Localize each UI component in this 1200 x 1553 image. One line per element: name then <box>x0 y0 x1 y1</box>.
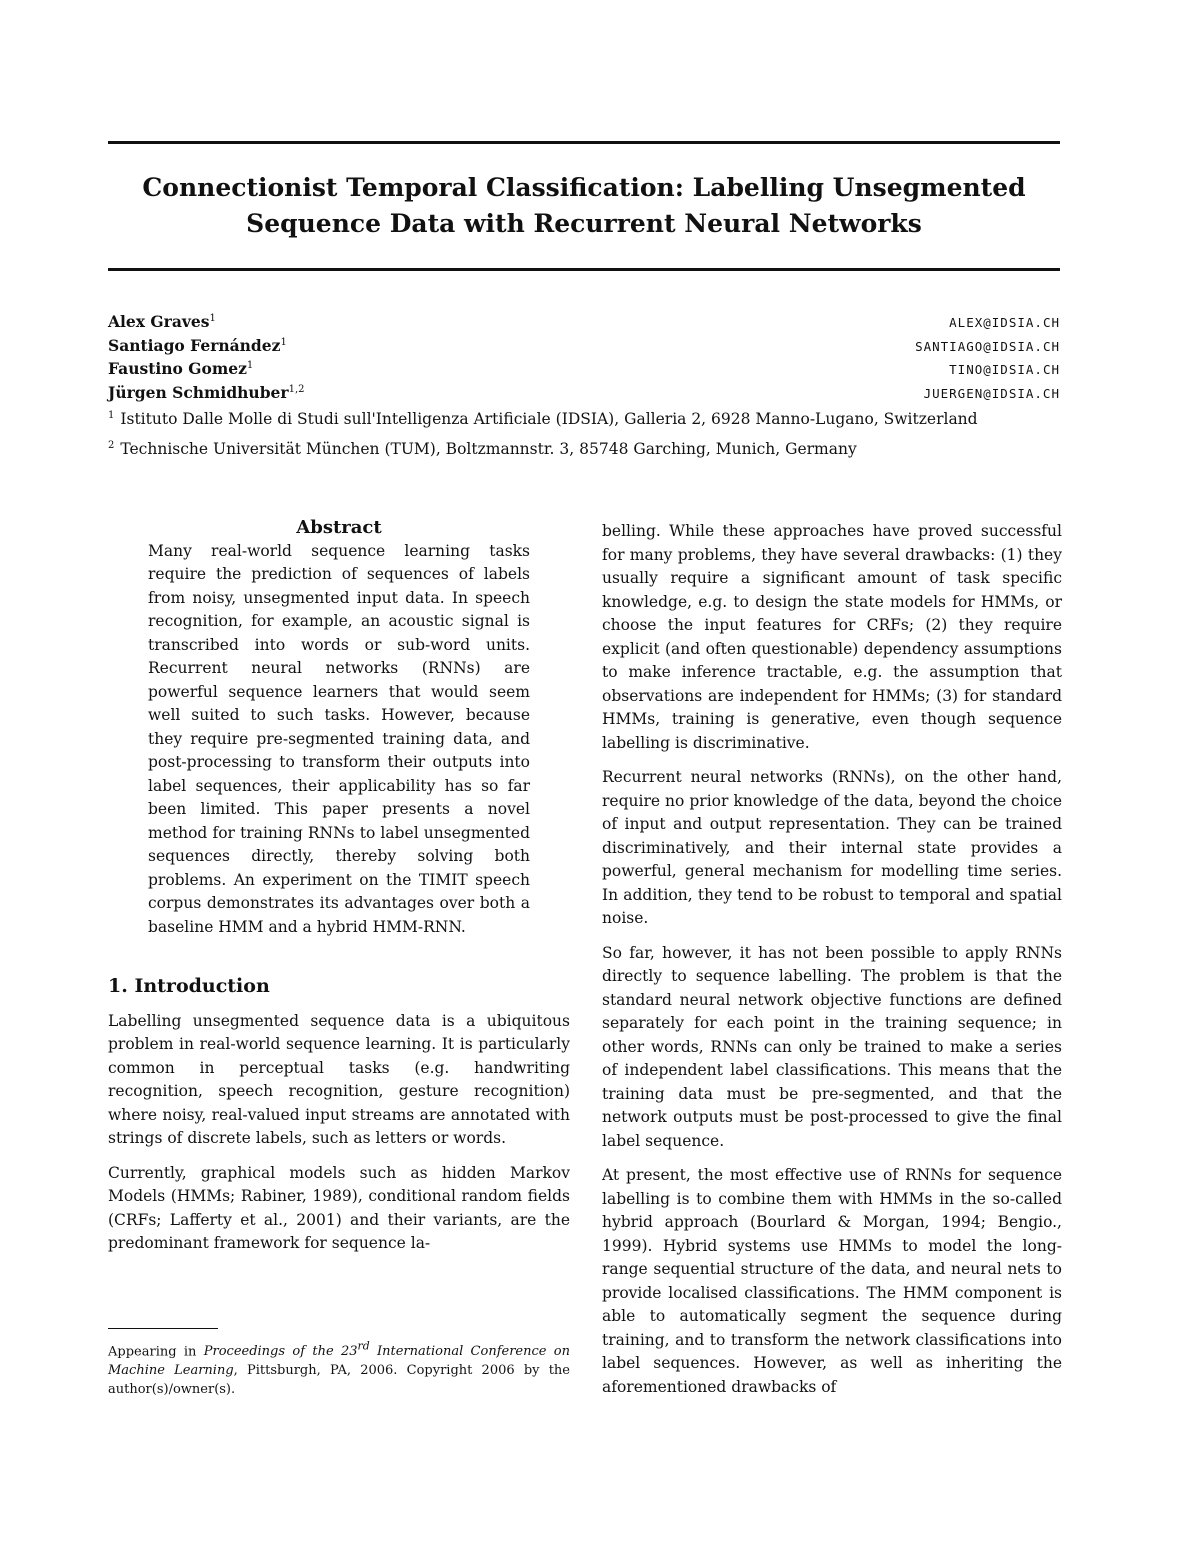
author-affil-mark: 1,2 <box>288 383 305 395</box>
author-email: SANTIAGO@IDSIA.CH <box>915 338 1060 354</box>
abstract-heading: Abstract <box>296 517 382 538</box>
author-name: Alex Graves <box>108 312 210 331</box>
title-line-1: Connectionist Temporal Classification: Labelling Unsegmented <box>142 173 1026 202</box>
author-row <box>108 359 1060 383</box>
title-rule-top <box>108 141 1060 144</box>
body-paragraph: So far, however, it has not been possible to apply RNNs directly to sequence labelling. The problem is that the standard neural network objective functions are defined separately for each point in the training sequence; in other words, RNNs can only be trained to make a series of independent label classifications. This means that the training data must be pre-segmented, and that the network outputs must be post-processed to give the final label sequence. <box>602 943 1062 1150</box>
abstract-text: Many real-world sequence learning tasks require the prediction of sequences of labels from noisy, unsegmented input data. In speech recognition, for example, an acoustic signal is transcribed into words or sub-word units. Recurrent neural networks (RNNs) are powerful sequence learners that would seem well suited to such tasks. However, because they require pre-segmented training data, and post-processing to transform their outputs into label sequences, their applicability has so far been limited. This paper presents a novel method for training RNNs to label unsegmented sequences directly, thereby solving both problems. An experiment on the TIMIT speech corpus demonstrates its advantages over both a baseline HMM and a hybrid HMM-RNN. <box>148 541 530 936</box>
affiliation-1 <box>108 410 1068 428</box>
body-paragraph: Recurrent neural networks (RNNs), on the other hand, require no prior knowledge of the data, beyond the choice of input and output representation. They can be trained discriminatively, and their internal state provides a powerful, general mechanism for modelling time series. In addition, they tend to be robust to temporal and spatial noise. <box>602 768 1062 927</box>
paper-title <box>108 170 1060 242</box>
author-name: Jürgen Schmidhuber <box>108 382 289 402</box>
footnote <box>108 1337 570 1399</box>
body-paragraph: belling. While these approaches have proved successful for many problems, they have several drawbacks: (1) they usually require a significant amount of task specific knowledge, e.g. to design the state models for HMMs, or choose the input features for CRFs; (2) they require explicit (and often questionable) dependency assumptions to make inference tractable, e.g. the assumption that observations are independent for HMMs; (3) for standard HMMs, training is generative, even though sequence labelling is discriminative. <box>602 522 1062 752</box>
author-affil-mark: 1 <box>246 359 254 371</box>
left-column <box>108 516 570 1256</box>
author-block <box>108 312 1060 406</box>
right-column <box>602 520 1062 1399</box>
author-email: JUERGEN@IDSIA.CH <box>923 385 1060 401</box>
title-line-2: Sequence Data with Recurrent Neural Networks <box>246 209 922 238</box>
title-rule-bottom <box>108 268 1060 271</box>
intro-paragraph: Currently, graphical models such as hidden Markov Models (HMMs; Rabiner, 1989), conditional random fields (CRFs; Lafferty et al., 2001) and their variants, are the predominant framework for sequence la- <box>108 1163 570 1252</box>
intro-paragraph: Labelling unsegmented sequence data is a ubiquitous problem in real-world sequence learning. It is particularly common in perceptual tasks (e.g. handwriting recognition, speech recognition, gesture recognition) where noisy, real-valued input streams are annotated with strings of discrete labels, such as letters or words. <box>108 1011 570 1147</box>
footnote-rule <box>108 1328 218 1329</box>
affiliation-mark: 2 <box>108 440 115 451</box>
affiliation-text: Istituto Dalle Molle di Studi sull'Intelligenza Artificiale (IDSIA), Galleria 2, 6928 Manno-Lugano, Switzerland <box>120 410 978 429</box>
author-row <box>108 336 1060 360</box>
author-row <box>108 312 1060 336</box>
affiliation-2 <box>108 440 1068 458</box>
author-affil-mark: 1 <box>209 312 216 324</box>
body-paragraph: At present, the most effective use of RNNs for sequence labelling is to combine them with HMMs in the so-called hybrid approach (Bourlard & Morgan, 1994; Bengio., 1999). Hybrid systems use HMMs to model the long-range sequential structure of the data, and neural nets to provide localised classifications. The HMM component is able to automatically segment the sequence during training, and to transform the network classifications into label sequences. However, as well as inheriting the aforementioned drawbacks of <box>602 1166 1062 1396</box>
author-email: ALEX@IDSIA.CH <box>949 315 1060 330</box>
affiliation-text: Technische Universität München (TUM), Boltzmannstr. 3, 85748 Garching, Munich, Germany <box>120 440 857 459</box>
author-affil-mark: 1 <box>280 336 287 348</box>
author-email: TINO@IDSIA.CH <box>949 362 1060 377</box>
author-name: Faustino Gomez <box>108 359 247 378</box>
author-name: Santiago Fernández <box>108 335 281 355</box>
author-row <box>108 383 1060 407</box>
footnote-prefix: Appearing in <box>108 1344 204 1360</box>
affiliation-mark: 1 <box>108 410 115 421</box>
footnote-suffix: , Pittsburgh, PA, 2006. Copyright 2006 by the author(s)/owner(s). <box>108 1363 570 1398</box>
section-heading: 1. Introduction <box>108 975 270 997</box>
footnote-venue: Proceedings of the 23rd International Conference on Machine Learning <box>108 1340 570 1379</box>
